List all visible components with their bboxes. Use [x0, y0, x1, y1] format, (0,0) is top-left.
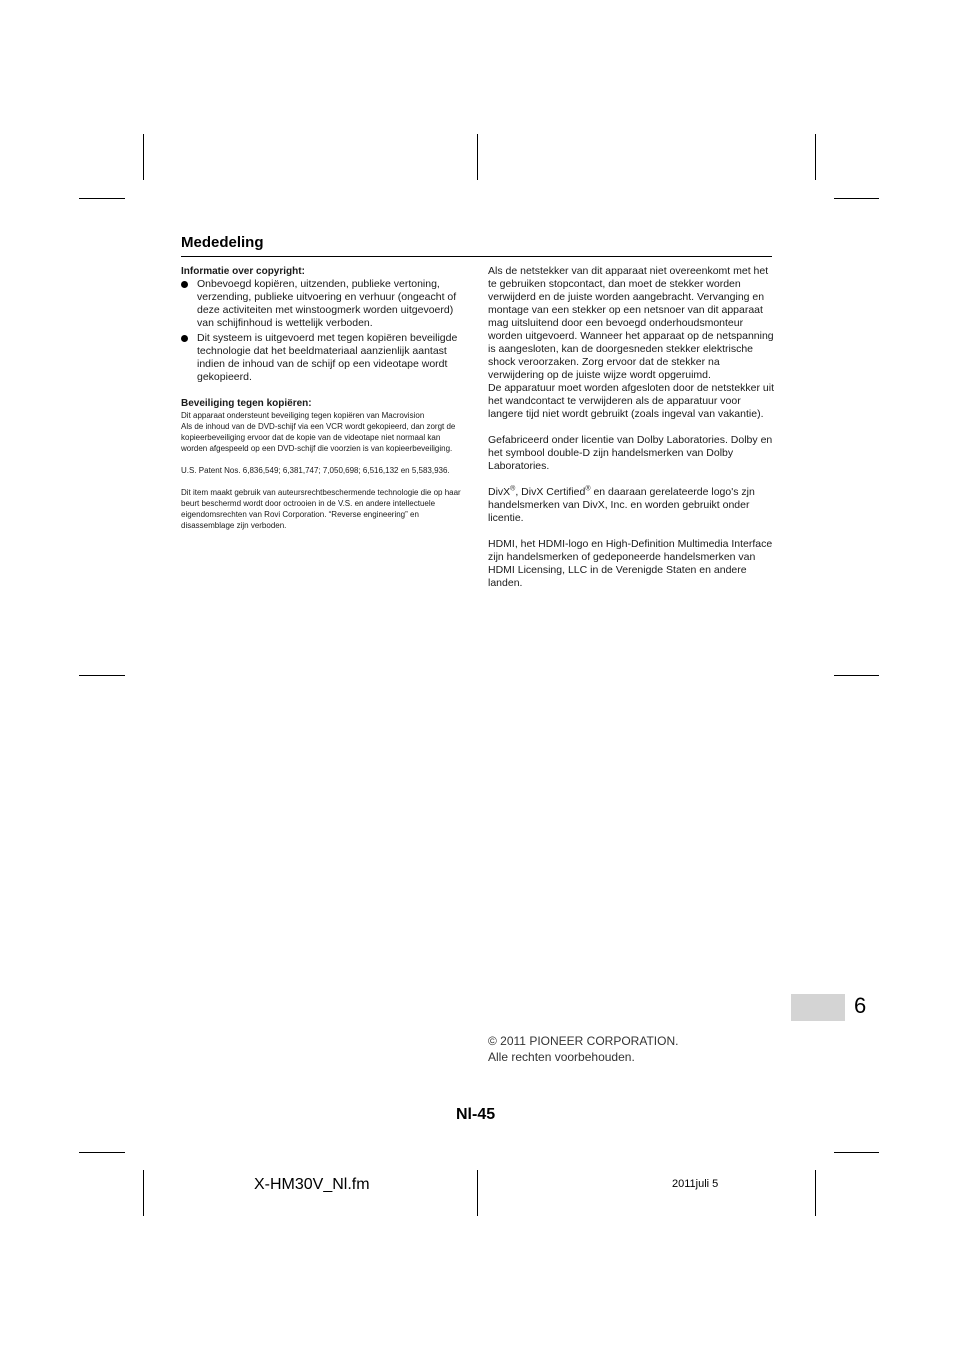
- footer-filename: X-HM30V_Nl.fm: [254, 1176, 370, 1193]
- section-tab-number: 6: [854, 993, 867, 1018]
- copyright-bullet-list: [181, 278, 466, 384]
- bullet-icon: [181, 281, 188, 288]
- crop-mark: [79, 1152, 125, 1153]
- left-column: [181, 265, 466, 531]
- copyright-info-title: Informatie over copyright:: [181, 266, 305, 277]
- crop-mark: [815, 1170, 816, 1216]
- crop-mark: [79, 198, 125, 199]
- crop-mark: [79, 675, 125, 676]
- footer-date: 2011juli 5: [672, 1178, 719, 1190]
- heading-rule: [181, 256, 772, 257]
- bullet-text: Onbevoegd kopiëren, uitzenden, publieke vertoning, verzending, publieke uitvoering en verhuur (ongeacht of deze activiteiten met winstoogmerk worden uitgevoerd) van schijfinhoud is wettelijk verboden.: [197, 278, 457, 329]
- crop-mark: [815, 134, 816, 180]
- crop-mark: [834, 198, 879, 199]
- crop-mark: [834, 675, 879, 676]
- hdmi-text: HDMI, het HDMI-logo en High-Definition Multimedia Interface zijn handelsmerken of gedeponeerde handelsmerken van HDMI Licensing, LLC in de Verenigde Staten en andere landen.: [488, 538, 773, 589]
- divx-text: DivX®, DivX Certified® en daaraan gerelateerde logo's zjn handelsmerken van DivX, Inc. en worden gebruikt onder licentie.: [488, 485, 755, 524]
- crop-mark: [477, 1170, 478, 1216]
- plug-warning-text: Als de netstekker van dit apparaat niet overeenkomt met het te gebruiken stopcontact, dan moet de stekker worden verwijderd en de juiste worden aangebracht. Vervanging en montage van een stekker op een netsnoer van dit apparaat mag uitsluitend door een bevoegd onderhoudsmonteur worden uitgevoerd. Wanneer het apparaat op de netspanning is aangesloten, kan de doorgesneden stekker elektrische shock veroorzaken. Zorg ervoor dat de stekker na verwijdering op de juiste wijze wordt opgeruimd.: [488, 265, 774, 381]
- rights-line: Alle rechten voorbehouden.: [488, 1050, 635, 1064]
- section-tab: [791, 994, 845, 1021]
- crop-mark: [834, 1152, 879, 1153]
- rovi-text: Dit item maakt gebruik van auteursrechtbeschermende technologie die op haar beurt beschermd wordt door octrooien in de V.S. en andere intellectuele eigendomsrechten van Rovi Corporation. “Reverse engineering” en disassemblage zijn verboden.: [181, 488, 461, 530]
- crop-mark: [143, 134, 144, 180]
- macrovision-text: Dit apparaat ondersteunt beveiliging tegen kopiëren van Macrovision: [181, 411, 425, 420]
- bullet-text: Dit systeem is uitgevoerd met tegen kopiëren beveiligde technologie dat het beeldmateriaal aanzienlijk aantast indien de inhoud van de schijf op een videotape wordt gekopieerd.: [197, 332, 458, 383]
- dvd-copy-text: Als de inhoud van de DVD-schijf via een VCR wordt gekopieerd, dan zorgt de kopieerbeveiliging ervoor dat de kopie van de videotape niet normaal kan worden afgespeeld op een DVD-schijf die voorzien is van kopieerbeveiliging.: [181, 422, 456, 453]
- section-heading: Mededeling: [181, 234, 264, 251]
- page-number: Nl-45: [456, 1106, 496, 1123]
- bullet-icon: [181, 335, 188, 342]
- patent-text: U.S. Patent Nos. 6,836,549; 6,381,747; 7,050,698; 6,516,132 en 5,583,936.: [181, 466, 450, 475]
- copy-protection-title: Beveiliging tegen kopiëren:: [181, 398, 312, 409]
- crop-mark: [477, 134, 478, 180]
- bullet-item: [181, 332, 466, 384]
- bullet-item: [181, 278, 466, 330]
- right-column: [488, 265, 774, 590]
- copyright-line: © 2011 PIONEER CORPORATION.: [488, 1034, 679, 1048]
- crop-mark: [143, 1170, 144, 1216]
- dolby-text: Gefabriceerd onder licentie van Dolby Laboratories. Dolby en het symbool double-D zijn handelsmerken van Dolby Laboratories.: [488, 434, 773, 472]
- copyright-notice: [488, 1033, 678, 1065]
- disconnect-text: De apparatuur moet worden afgesloten door de netstekker uit het wandcontact te verwijderen als de apparatuur voor langere tijd niet wordt gebruikt (zoals ingeval van vakantie).: [488, 382, 775, 420]
